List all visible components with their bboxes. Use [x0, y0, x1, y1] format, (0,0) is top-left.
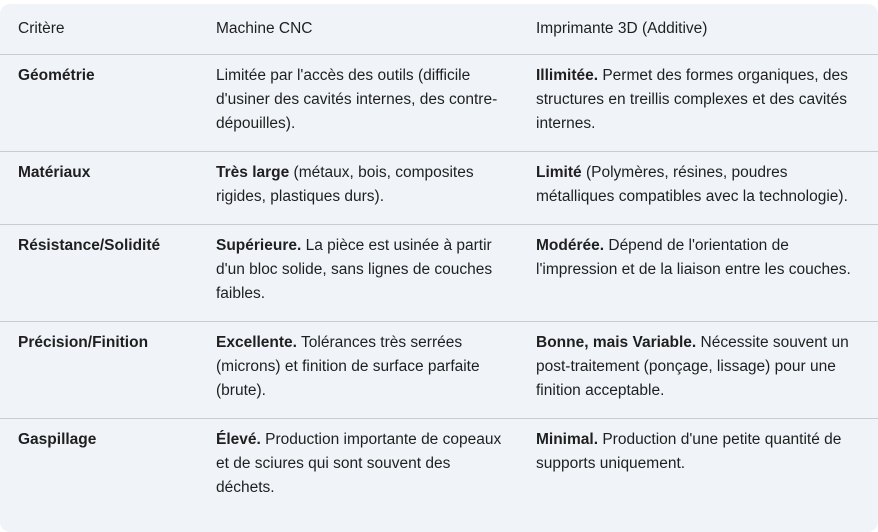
table-row [0, 152, 878, 225]
comparison-table-container [0, 4, 878, 532]
table-row [0, 225, 878, 322]
cnc-cell-text: (métaux, bois, composites rigides, plastiques durs). [216, 164, 474, 205]
cnc-cell-bold: Élevé. [216, 431, 261, 448]
print-cell-text: Dépend de l'orientation de l'impression et de la liaison entre les couches. [536, 237, 851, 278]
table-row [0, 419, 878, 516]
table-row [0, 55, 878, 152]
cnc-cell [198, 225, 518, 322]
cnc-cell-bold: Excellente. [216, 334, 297, 351]
row-criterion: Précision/Finition [0, 322, 198, 419]
cnc-cell-text: Limitée par l'accès des outils (difficile d'usiner des cavités internes, des contre-dépouilles). [216, 67, 498, 132]
header-criterion: Critère [18, 20, 65, 37]
comparison-table [0, 4, 878, 515]
row-criterion: Matériaux [0, 152, 198, 225]
print-cell-text: Production d'une petite quantité de supports uniquement. [536, 431, 842, 472]
cnc-cell [198, 55, 518, 152]
print-cell [518, 322, 878, 419]
cnc-cell-text: Tolérances très serrées (microns) et finition de surface parfaite (brute). [216, 334, 480, 399]
cnc-cell [198, 419, 518, 516]
table-row [0, 322, 878, 419]
row-criterion: Géométrie [0, 55, 198, 152]
print-cell-bold: Limité [536, 164, 582, 181]
print-cell [518, 55, 878, 152]
cnc-cell [198, 152, 518, 225]
table-header-row [0, 4, 878, 55]
print-cell-text: Permet des formes organiques, des structures en treillis complexes et des cavités internes. [536, 67, 848, 132]
print-cell-bold: Illimitée. [536, 67, 599, 84]
print-cell [518, 419, 878, 516]
print-cell-bold: Bonne, mais Variable. [536, 334, 697, 351]
print-cell-bold: Minimal. [536, 431, 599, 448]
row-criterion: Résistance/Solidité [0, 225, 198, 322]
print-cell-text: (Polymères, résines, poudres métalliques compatibles avec la technologie). [536, 164, 848, 205]
cnc-cell-bold: Supérieure. [216, 237, 302, 254]
print-cell [518, 225, 878, 322]
row-criterion: Gaspillage [0, 419, 198, 516]
header-cnc: Machine CNC [216, 20, 313, 37]
cnc-cell-text: Production importante de copeaux et de sciures qui sont souvent des déchets. [216, 431, 502, 496]
cnc-cell [198, 322, 518, 419]
header-3d-printer: Imprimante 3D (Additive) [536, 20, 708, 37]
print-cell [518, 152, 878, 225]
print-cell-text: Nécessite souvent un post-traitement (ponçage, lissage) pour une finition acceptable. [536, 334, 849, 399]
print-cell-bold: Modérée. [536, 237, 605, 254]
cnc-cell-bold: Très large [216, 164, 290, 181]
cnc-cell-text: La pièce est usinée à partir d'un bloc solide, sans lignes de couches faibles. [216, 237, 493, 302]
